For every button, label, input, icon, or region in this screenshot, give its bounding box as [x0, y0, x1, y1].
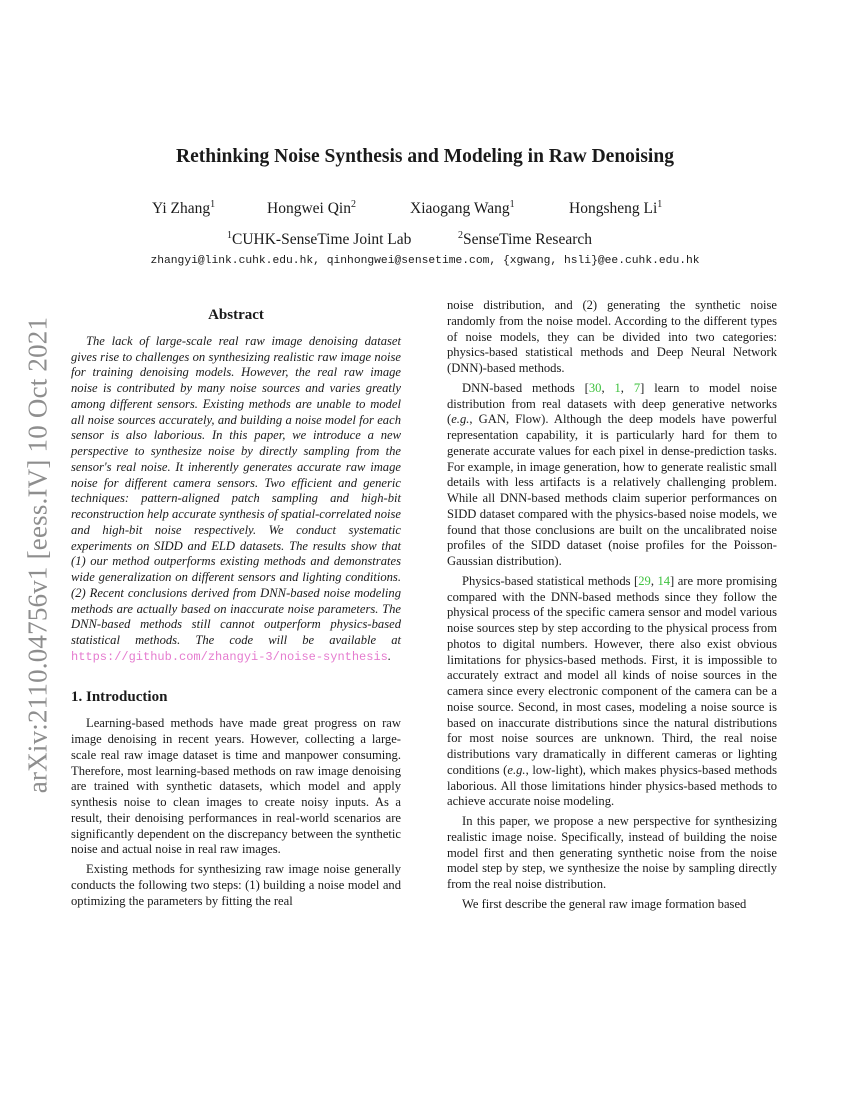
citation-link[interactable]: 30 [588, 380, 602, 395]
arxiv-identifier: arXiv:2110.04756v1 [eess.IV] 10 Oct 2021 [22, 316, 53, 794]
citation-link[interactable]: 14 [657, 573, 671, 588]
author-4: Hongsheng Li$^1$ [569, 199, 663, 218]
right-paragraph-5: We first describe the general raw image formation based [462, 896, 747, 911]
citation-link[interactable]: 7 [633, 380, 641, 395]
author-2: Hongwei Qin$^2$ [267, 199, 356, 218]
p3-text-c: , low-light), which makes physics-based methods laborious. All those limitations hinder physics-based methods to achieve accurate noise modeling. [447, 762, 777, 809]
author-emails: zhangyi@link.cuhk.edu.hk, qinhongwei@sensetime.com, {xgwang, hsli}@ee.cuhk.edu.hk [150, 255, 700, 267]
right-paragraph-2: DNN-based methods [30, 1, 7] learn to model noise distribution from real datasets with deep generative networks (e.g., GAN, Flow). Although the deep models have powerful representation capability, it is particularly hard for them to generate accurate values for each pixel in dense-prediction tasks. For example, in image generation, how to generate realistic small details with less artifacts is a relatively challenging problem. While all DNN-based methods claim superior performances on SIDD dataset compared with the physics-based noise models, we found that those conclusions are built on the uncalibrated noise profiles of the SIDD dataset (noise profiles for the Poisson-Gaussian distribution). [447, 380, 778, 568]
code-link[interactable]: https://github.com/zhangyi-3/noise-synthesis [71, 649, 388, 664]
intro-paragraph-2: Existing methods for synthesizing raw image noise generally conducts the following two steps: (1) building a noise model and optimizing the parameters by fitting the real [71, 862, 401, 908]
abstract-heading: Abstract [208, 307, 264, 323]
affiliation-1: $^1$CUHK-SenseTime Joint Lab [227, 230, 412, 249]
right-paragraph-4: In this paper, we propose a new perspective for synthesizing realistic image noise. Specifically, instead of building the noise model first and then generating synthetic noise from the noise model step by step, we synthesize the noise by sampling directly from the real noise distribution. [447, 814, 777, 891]
right-column [447, 298, 777, 913]
author-list [0, 199, 850, 221]
p2-eg: e.g. [451, 412, 470, 427]
intro-paragraph-1: Learning-based methods have made great progress on raw image denoising in recent years. However, collecting a large-scale real raw image dataset is time and manpower consuming. Therefore, most learning-based methods on raw image denoising are trained with synthetic datasets, which model and apply synthesis noise to clean images to create noisy inputs. As a result, their denoising performances in real-world scenarios are significantly dependent on the discrepancy between the synthetic noise and actual noise in real raw images. [71, 716, 401, 857]
p3-text-b: ] are more promising compared with the DNN-based methods since they follow the physical process of the specific camera sensor and model various noise sources step by step according to the physical process from photos to digital numbers. However, there also exist obvious limitations for physics-based methods. First, it is impossible to accurately extract and model all kinds of noise sources in the camera since every electronic component of the camera can be a noise source. Second, in most cases, modeling a noise source is based on inaccurate distributions since the natural distributions for most noise sources are unknown. Third, the real noise distributions vary dramatically in different cameras or lighting conditions ( [447, 573, 777, 777]
citation-link[interactable]: 1 [614, 380, 621, 395]
p3-text-a: Physics-based statistical methods [ [462, 573, 639, 588]
affiliation-list [0, 230, 850, 252]
affiliation-2: $^2$SenseTime Research [458, 230, 593, 249]
right-paragraph-3: Physics-based statistical methods [29, 14] are more promising compared with the DNN-based methods since they follow the physical process of the specific camera sensor and model various noise sources step by step according to the physical process from photos to digital numbers. However, there also exist obvious limitations for physics-based methods. First, it is impossible to accurately extract and model all kinds of noise sources in the camera since every electronic component of the camera can be a noise source. Second, in most cases, modeling a noise source is based on inaccurate distributions since the natural distributions for most noise sources are unknown. Third, the real noise distributions vary dramatically in different cameras or lighting conditions (e.g., low-light), which makes physics-based methods laborious. All those limitations hinder physics-based methods to achieve accurate noise modeling. [447, 573, 777, 809]
author-3: Xiaogang Wang$^1$ [410, 199, 515, 218]
arxiv-sidebar-stamp [16, 290, 60, 820]
left-column [71, 308, 401, 909]
abstract-text [71, 334, 401, 666]
section-heading-introduction: 1. Introduction [71, 688, 168, 705]
p2-text-b: ] learn to model noise distribution from real datasets with deep generative networks ( [447, 380, 778, 427]
right-paragraph-1: noise distribution, and (2) generating the synthetic noise randomly from the noise model. According to the different types of noise models, they can be divided into two categories: physics-based statistical methods and Deep Neural Network (DNN)-based methods. [447, 298, 777, 375]
author-1: Yi Zhang$^1$ [152, 199, 216, 218]
citation-link[interactable]: 29 [638, 573, 651, 588]
p3-eg: e.g. [507, 762, 526, 777]
paper-title: Rethinking Noise Synthesis and Modeling in Raw Denoising [176, 146, 674, 167]
abstract-body: The lack of large-scale real raw image denoising dataset gives rise to challenges on synthesizing realistic raw image noise for training denoising models. However, the real raw image noise is contributed by many noise sources and varies greatly among different sensors. Existing methods are unable to model all noise sources accurately, and building a noise model for each sensor is also laborious. In this paper, we introduce a new perspective to synthesize noise by directly sampling from the sensor's real noise. It inherently generates accurate raw image noise for different camera sensors. Two efficient and generic techniques: pattern-aligned patch sampling and high-bit reconstruction help accurate synthesis of spatial-correlated noise and high-bit noise respectively. We conduct systematic experiments on SIDD and ELD datasets. The results show that (1) our method outperforms existing methods and demonstrates wide generalization on different sensors and lighting conditions. (2) Recent conclusions derived from DNN-based noise modeling methods are actually based on inaccurate noise parameters. The DNN-based methods still cannot outperform physics-based statistical methods. The code will be available at [71, 333, 401, 647]
abstract-end: . [387, 648, 392, 663]
p2-text-c: , GAN, Flow). Although the deep models have powerful representation capability, it is particularly hard for them to generate accurate values for each pixel in dense-prediction tasks. For example, in image generation, how to generate realistic small details with less artifacts is a relatively challenging problem. While all DNN-based methods claim superior performances on SIDD dataset compared with the physics-based noise models, we found that those conclusions are built on the uncalibrated noise profiles of the SIDD dataset (noise profiles for the Poisson-Gaussian distribution). [447, 412, 777, 568]
p2-text-a: DNN-based methods [ [462, 380, 589, 395]
